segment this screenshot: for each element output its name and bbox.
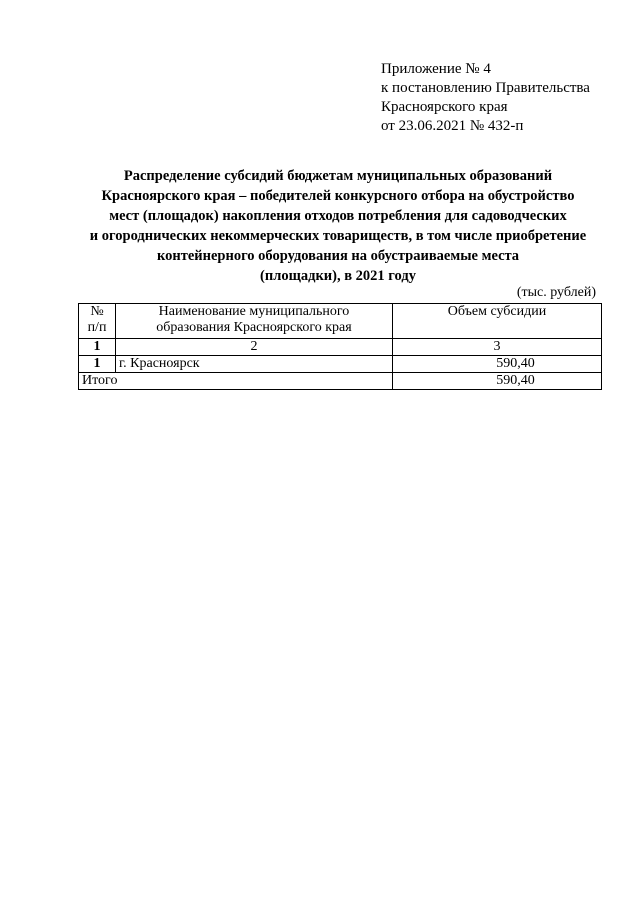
annex-line-4: от 23.06.2021 № 432-п (381, 118, 524, 134)
table-header-row (79, 304, 602, 339)
header-amount: Объем субсидии (393, 304, 602, 339)
total-label: Итого (79, 373, 393, 390)
header-number (79, 304, 116, 339)
header-name-line-2: образования Красноярского края (156, 320, 352, 335)
table-row (79, 356, 602, 373)
annex-line-3: Красноярского края (381, 99, 508, 115)
row-municipality: г. Красноярск (116, 356, 393, 373)
annex-line-2: к постановлению Правительства (381, 80, 590, 96)
title-line-5: контейнерного оборудования на обустраиваемые места (156, 248, 520, 264)
header-number-line-1: № (90, 304, 104, 319)
subsidy-table (78, 303, 602, 390)
annex-line-1: Приложение № 4 (381, 61, 491, 77)
header-number-line-2: п/п (87, 320, 107, 335)
units-label: (тыс. рублей) (516, 285, 596, 300)
row-amount: 590,40 (393, 356, 602, 373)
index-cell-2: 2 (116, 339, 393, 356)
title-line-3: мест (площадок) накопления отходов потребления для садоводческих (109, 208, 567, 224)
row-number: 1 (79, 356, 116, 373)
table-total-row (79, 373, 602, 390)
table-index-row (79, 339, 602, 356)
title-line-2: Красноярского края – победителей конкурсного отбора на обустройство (101, 188, 575, 204)
total-amount: 590,40 (393, 373, 602, 390)
title-line-6: (площадки), в 2021 году (260, 268, 416, 284)
title-line-4: и огороднических некоммерческих товариществ, в том числе приобретение (89, 228, 587, 244)
header-name-line-1: Наименование муниципального (158, 304, 350, 319)
title-line-1: Распределение субсидий бюджетам муниципальных образований (123, 168, 553, 184)
index-cell-3: 3 (393, 339, 602, 356)
annex-header (381, 60, 590, 136)
index-cell-1: 1 (79, 339, 116, 356)
header-name (116, 304, 393, 339)
document-title (70, 166, 606, 286)
